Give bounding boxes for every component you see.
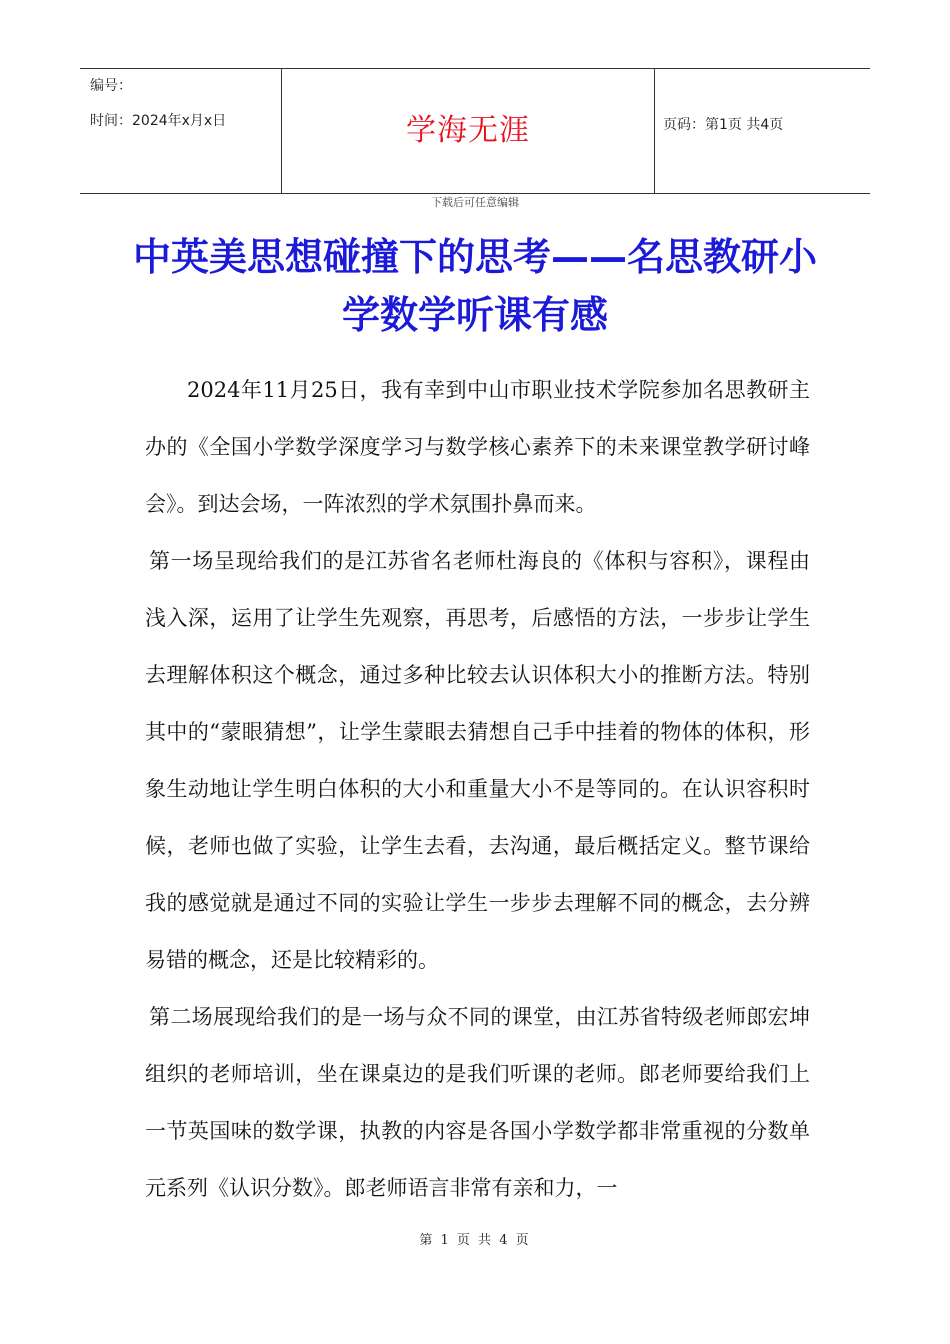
brand-title: 学海无涯 xyxy=(406,113,530,148)
document-title: 中英美思想碰撞下的思考——名思教研小学数学听课有感 xyxy=(132,235,817,337)
document-body xyxy=(145,362,810,1217)
paragraph-intro: 2024年11月25日，我有幸到中山市职业技术学院参加名思教研主办的《全国小学数学深度学习与数学核心素养下的未来课堂教学研讨峰会》。到达会场，一阵浓烈的学术氛围扑鼻而来。 xyxy=(145,378,810,516)
edit-note: 下载后可任意编辑 xyxy=(431,196,519,209)
page-info-label: 页码：第1页 共4页 xyxy=(663,117,784,133)
page-footer: 第 1 页 共 4 页 xyxy=(419,1233,531,1248)
paragraph-first-session: 第一场呈现给我们的是江苏省名老师杜海良的《体积与容积》，课程由浅入深，运用了让学生先观察，再思考，后感悟的方法，一步步让学生去理解体积这个概念，通过多种比较去认识体积大小的推断方法。特别其中的“蒙眼猜想”，让学生蒙眼去猜想自己手中挂着的物体的体积，形象生动地让学生明白体积的大小和重量大小不是等同的。在认识容积时候，老师也做了实验，让学生去看，去沟通，最后概括定义。整节课给我的感觉就是通过不同的实验让学生一步步去理解不同的概念，去分辨易错的概念，还是比较精彩的。 xyxy=(145,549,810,972)
header-left-cell xyxy=(80,69,281,193)
date-label: 时间：2024年x月x日 xyxy=(90,113,227,129)
header-middle-cell xyxy=(281,69,655,193)
header-table xyxy=(80,68,870,194)
paragraph-second-session: 第二场展现给我们的是一场与众不同的课堂，由江苏省特级老师郎宏坤组织的老师培训，坐在课桌边的是我们听课的老师。郎老师要给我们上一节英国味的数学课，执教的内容是各国小学数学都非常重视的分数单元系列《认识分数》。郎老师语言非常有亲和力，一 xyxy=(145,1005,810,1200)
serial-number-label: 编号： xyxy=(90,78,132,94)
header-right-cell xyxy=(655,69,870,193)
